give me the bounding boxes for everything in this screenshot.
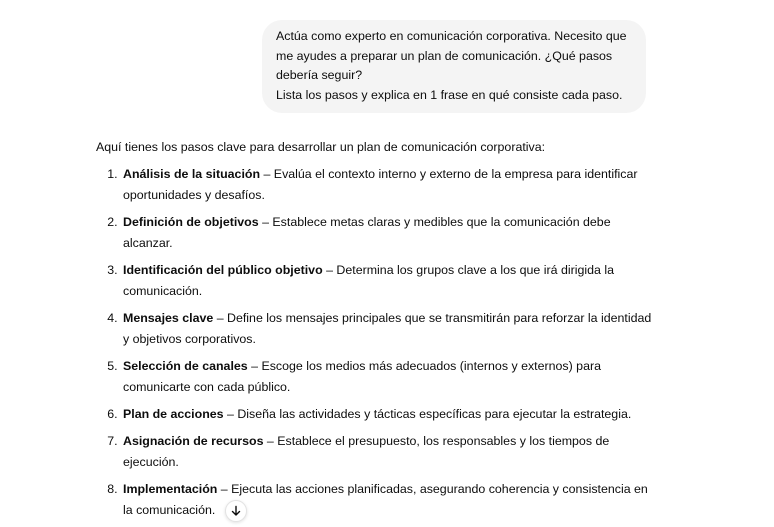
user-message-line: debería seguir?	[276, 68, 363, 82]
step-title: Plan de acciones	[123, 407, 224, 421]
list-item	[121, 356, 656, 398]
assistant-intro: Aquí tienes los pasos clave para desarrollar un plan de comunicación corporativa:	[96, 140, 546, 154]
step-text: – Ejecuta las acciones planificadas, asegurando coherencia y consistencia en la comunicación.	[123, 482, 648, 517]
step-text: – Evalúa el contexto interno y externo de la empresa para identificar oportunidades y desafíos.	[123, 167, 638, 202]
step-text: – Define los mensajes principales que se transmitirán para reforzar la identidad y objetivos corporativos.	[123, 311, 652, 346]
step-title: Definición de objetivos	[123, 215, 259, 229]
step-text: – Establece metas claras y medibles que la comunicación debe alcanzar.	[123, 215, 611, 250]
step-text: – Establece el presupuesto, los responsables y los tiempos de ejecución.	[123, 434, 610, 469]
list-item	[121, 212, 656, 254]
assistant-message	[96, 137, 656, 527]
step-title: Análisis de la situación	[123, 167, 261, 181]
step-title: Mensajes clave	[123, 311, 214, 325]
step-title: Identificación del público objetivo	[123, 263, 323, 277]
step-text: – Diseña las actividades y tácticas específicas para ejecutar la estrategia.	[223, 407, 632, 421]
list-item	[121, 479, 656, 521]
step-title: Implementación	[123, 482, 218, 496]
user-message-bubble	[262, 20, 646, 113]
step-text: – Escoge los medios más adecuados (internos y externos) para comunicarte con cada público.	[123, 359, 601, 394]
arrow-down-icon	[230, 505, 242, 517]
list-item	[121, 404, 656, 425]
steps-list	[96, 164, 656, 521]
list-item	[121, 431, 656, 473]
list-item	[121, 260, 656, 302]
user-message-line: me ayudes a preparar un plan de comunicación. ¿Qué pasos	[276, 48, 613, 63]
list-item	[121, 308, 656, 350]
scroll-to-bottom-button[interactable]	[225, 500, 247, 522]
user-message-line: Lista los pasos y explica en 1 frase en qué consiste cada paso.	[276, 87, 623, 102]
step-title: Selección de canales	[123, 359, 248, 373]
step-title: Asignación de recursos	[123, 434, 264, 448]
step-text: – Determina los grupos clave a los que irá dirigida la comunicación.	[123, 263, 614, 298]
user-message-line: Actúa como experto en comunicación corporativa. Necesito que	[276, 29, 627, 43]
list-item	[121, 164, 656, 206]
